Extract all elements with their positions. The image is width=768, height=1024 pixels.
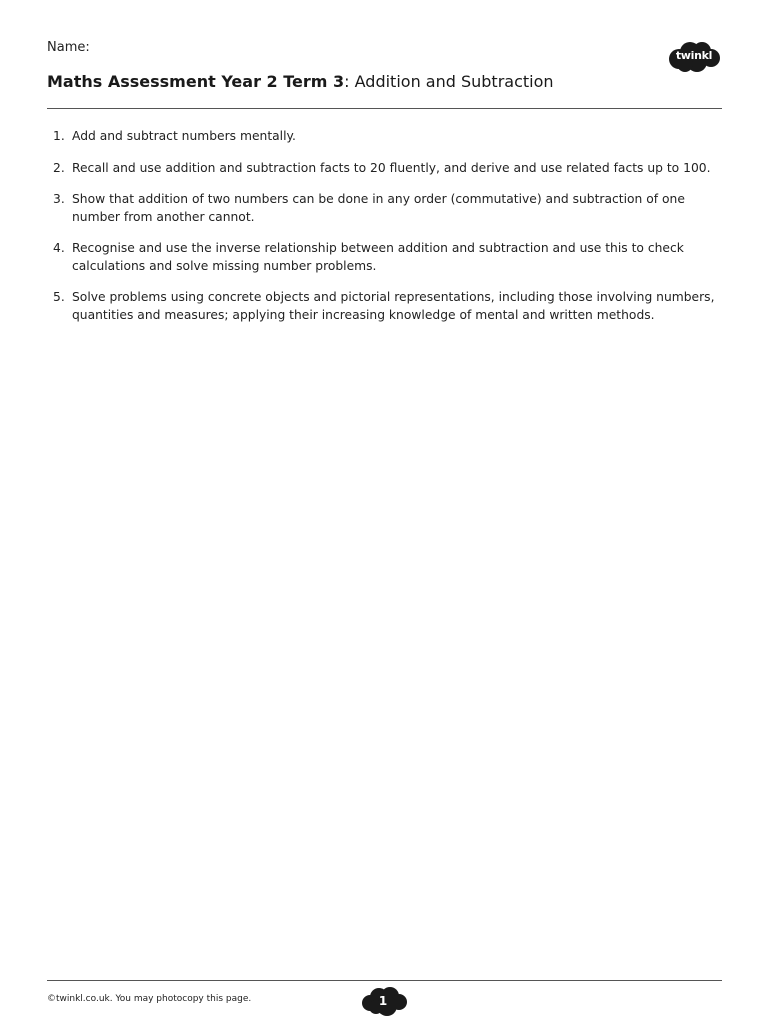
footer-divider xyxy=(47,980,722,981)
objective-item xyxy=(47,289,717,324)
title-bold: Maths Assessment Year 2 Term 3 xyxy=(47,72,345,91)
objective-item xyxy=(47,160,717,178)
page-title xyxy=(47,72,554,91)
page-number: 1 xyxy=(378,994,388,1008)
objective-item xyxy=(47,191,717,226)
objective-number: 4. xyxy=(53,241,65,255)
objective-number: 2. xyxy=(53,160,65,175)
logo-text: twinkl xyxy=(675,49,713,62)
objective-number: 1. xyxy=(53,129,65,143)
footer-copyright: ©twinkl.co.uk. You may photocopy this page. xyxy=(47,994,252,1004)
objective-item xyxy=(47,240,717,275)
header-divider xyxy=(47,108,722,109)
objective-number: 5. xyxy=(53,290,65,304)
page-number-badge xyxy=(360,986,412,1018)
objective-number: 3. xyxy=(53,192,65,206)
objective-text: Show that addition of two numbers can be done in any order (commutative) and subtraction of one number from another cannot. xyxy=(72,192,685,224)
objective-text: Add and subtract numbers mentally. xyxy=(72,129,296,143)
twinkl-logo xyxy=(667,40,721,74)
title-rest: : Addition and Subtraction xyxy=(344,72,554,91)
objective-text: Solve problems using concrete objects and pictorial representations, including those involving numbers, quantities and measures; applying their increasing knowledge of mental and written methods. xyxy=(72,290,715,322)
objectives-list xyxy=(47,128,717,338)
objective-item xyxy=(47,128,717,146)
objective-text: Recall and use addition and subtraction facts to 20 fluently, and derive and use related facts up to 100. xyxy=(72,160,711,175)
objective-text: Recognise and use the inverse relationship between addition and subtraction and use this to check calculations and solve missing number problems. xyxy=(72,241,684,273)
name-label: Name: xyxy=(47,40,90,55)
